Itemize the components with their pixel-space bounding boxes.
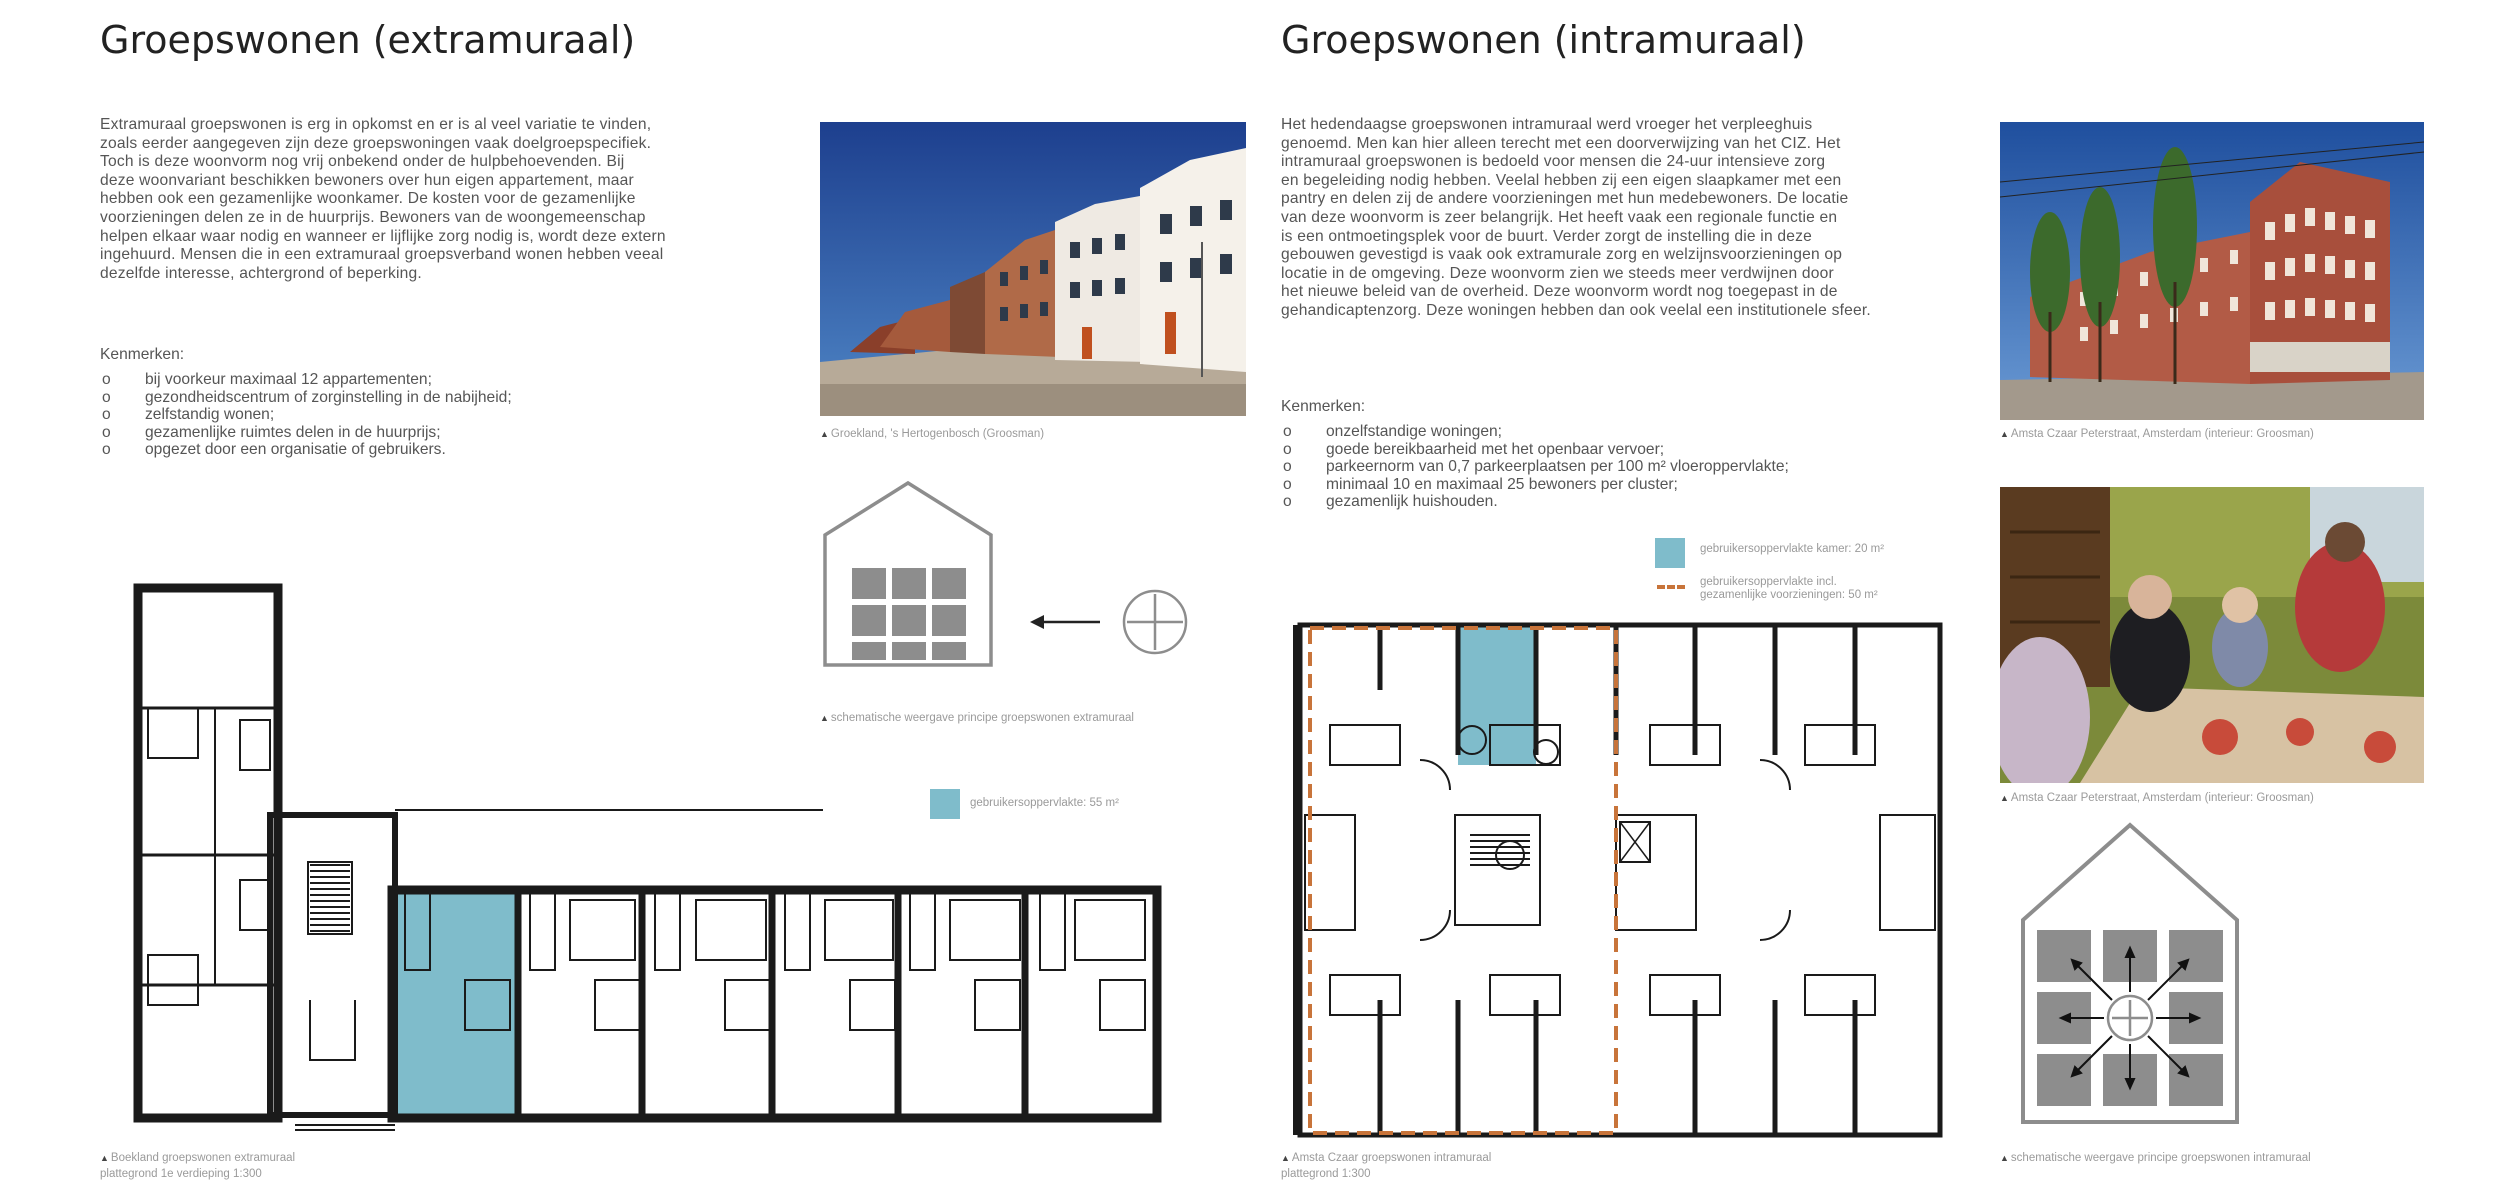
kenmerk-item: o bij voorkeur maximaal 12 appartementen; — [100, 371, 512, 389]
paragraph-line: dezelfde interesse, achtergrond of beperking. — [100, 264, 422, 282]
paragraph-line: ingehuurd. Mensen die in een extramuraal groepsverband wonen hebben veeal — [100, 246, 664, 264]
right-paragraph — [1281, 116, 1961, 321]
shared-area-legend-label — [1700, 576, 1878, 602]
paragraph-line: pantry en delen zij de andere voorzieningen met hun medebewoners. De locatie — [1281, 190, 1849, 208]
floorplan-intramuraal — [1290, 610, 1950, 1140]
street-photo-caption: ▲ Groekland, 's Hertogenbosch (Groosman) — [820, 428, 1045, 440]
right-title: Groepswonen (intramuraal) — [1281, 18, 1806, 62]
kenmerk-item: o onzelfstandige woningen; — [1281, 423, 1789, 441]
kenmerk-item: o gezamenlijke ruimtes delen in de huurprijs; — [100, 424, 512, 442]
street-houses-photo — [820, 122, 1246, 416]
paragraph-line: gebouwen gevestigd is vaak ook extramurale zorg en welzijnsvoorzieningen op — [1281, 246, 1843, 264]
paragraph-line: Het hedendaagse groepswonen intramuraal werd vroeger het verpleeghuis — [1281, 116, 1813, 133]
floorplan-intramuraal-caption-line1: Amsta Czaar groepswonen intramuraal — [1291, 1152, 1492, 1164]
schematic-extramuraal-caption-text: schematische weergave principe groepswonen extramuraal — [830, 712, 1134, 724]
schematic-extramuraal-caption: ▲ schematische weergave principe groepswonen extramuraal — [820, 712, 1134, 724]
schematic-intramuraal-caption-text: schematische weergave principe groepswonen intramuraal — [2010, 1152, 2311, 1164]
brick-building-photo — [2000, 122, 2424, 420]
brick-photo-caption: ▲ Amsta Czaar Peterstraat, Amsterdam (interieur: Groosman) — [2000, 428, 2314, 440]
paragraph-line: locatie in de omgeving. Deze woonvorm zien we steeds meer verdwijnen door — [1281, 264, 1834, 282]
shared-area-legend-line — [1657, 585, 1685, 589]
kenmerk-item: o opgezet door een organisatie of gebruikers. — [100, 441, 512, 459]
left-kenmerken-label: Kenmerken: — [100, 346, 185, 363]
right-kenmerken-list — [1281, 423, 1789, 511]
room-area-legend-label: gebruikersoppervlakte kamer: 20 m² — [1700, 543, 1885, 555]
schematic-intramuraal — [2015, 820, 2245, 1130]
kenmerk-item: o goede bereikbaarheid met het openbaar vervoer; — [1281, 441, 1789, 459]
paragraph-line: het nieuwe beleid van de overheid. Deze woonvorm wordt nog toegepast in de — [1281, 283, 1838, 301]
shared-area-legend-line1: gebruikersoppervlakte incl. — [1700, 576, 1837, 588]
paragraph-line: intramuraal groepswonen is bedoeld voor mensen die 24-uur intensieve zorg — [1281, 153, 1826, 171]
floorplan-extramuraal-caption-line1: Boekland groepswonen extramuraal — [110, 1152, 296, 1164]
kenmerk-item: o gezondheidscentrum of zorginstelling in de nabijheid; — [100, 389, 512, 407]
floorplan-extramuraal — [130, 580, 1180, 1140]
right-kenmerken-label: Kenmerken: — [1281, 398, 1366, 415]
kenmerk-item: o minimaal 10 en maximaal 25 bewoners per cluster; — [1281, 476, 1789, 494]
kenmerk-item: o gezamenlijk huishouden. — [1281, 493, 1789, 511]
paragraph-line: Extramuraal groepswonen is erg in opkomst en er is al veel variatie te vinden, — [100, 116, 652, 133]
paragraph-line: zoals eerder aangegeven zijn deze groepswoningen vaak doelgroepspecifiek. — [100, 134, 652, 152]
kenmerk-item: o parkeernorm van 0,7 parkeerplaatsen per 100 m² vloeroppervlakte; — [1281, 458, 1789, 476]
paragraph-line: hebben ook een gezamenlijke woonkamer. De kosten voor de gezamenlijke — [100, 190, 636, 208]
paragraph-line: en begeleiding nodig hebben. Veelal hebben zij een eigen slaapkamer met een — [1281, 171, 1842, 189]
kenmerk-item: o zelfstandig wonen; — [100, 406, 512, 424]
schematic-intramuraal-caption: ▲ schematische weergave principe groepswonen intramuraal — [2000, 1152, 2311, 1164]
floorplan-intramuraal-caption-line2: plattegrond 1:300 — [1281, 1168, 1371, 1180]
interior-residents-photo — [2000, 487, 2424, 783]
paragraph-line: is een ontmoetingsplek voor de buurt. Verder zorgt de instelling die in deze — [1281, 227, 1812, 245]
interior-photo-caption: ▲ Amsta Czaar Peterstraat, Amsterdam (interieur: Groosman) — [2000, 792, 2314, 804]
paragraph-line: deze woonvariant beschikken bewoners over hun eigen appartement, maar — [100, 171, 634, 189]
floorplan-intramuraal-caption: ▲ Amsta Czaar groepswonen intramuraal plattegrond 1:300 — [1281, 1152, 1492, 1180]
brick-photo-caption-text: Amsta Czaar Peterstraat, Amsterdam (interieur: Groosman) — [2010, 428, 2314, 440]
room-area-legend-swatch — [1655, 538, 1685, 568]
floorplan-extramuraal-caption: ▲ Boekland groepswonen extramuraal plattegrond 1e verdieping 1:300 — [100, 1152, 296, 1180]
interior-photo-caption-text: Amsta Czaar Peterstraat, Amsterdam (interieur: Groosman) — [2010, 792, 2314, 804]
left-kenmerken-list — [100, 371, 512, 459]
paragraph-line: helpen elkaar waar nodig en wanneer er lijflijke zorg nodig is, wordt deze extern — [100, 227, 666, 245]
paragraph-line: voorzieningen delen ze in de huurprijs. Bewoners van de woongemeenschap — [100, 208, 646, 226]
area-legend-label: gebruikersoppervlakte: 55 m² — [970, 797, 1119, 809]
paragraph-line: gehandicaptenzorg. Deze woningen hebben dan ook veelal een institutionele sfeer. — [1281, 301, 1871, 319]
paragraph-line: genoemd. Men kan hier alleen terecht met een doorverwijzing van het CIZ. Het — [1281, 134, 1841, 152]
floorplan-extramuraal-caption-line2: plattegrond 1e verdieping 1:300 — [100, 1168, 262, 1180]
left-paragraph — [100, 116, 765, 283]
street-photo-caption-text: Groekland, 's Hertogenbosch (Groosman) — [830, 428, 1045, 440]
left-title: Groepswonen (extramuraal) — [100, 18, 636, 62]
paragraph-line: Toch is deze woonvorm nog vrij onbekend onder de hulpbehoevenden. Bij — [100, 153, 625, 171]
paragraph-line: van deze woonvorm is zeer belangrijk. Het heeft vaak een regionale functie en — [1281, 208, 1838, 226]
shared-area-legend-line2: gezamenlijke voorzieningen: 50 m² — [1700, 589, 1878, 601]
